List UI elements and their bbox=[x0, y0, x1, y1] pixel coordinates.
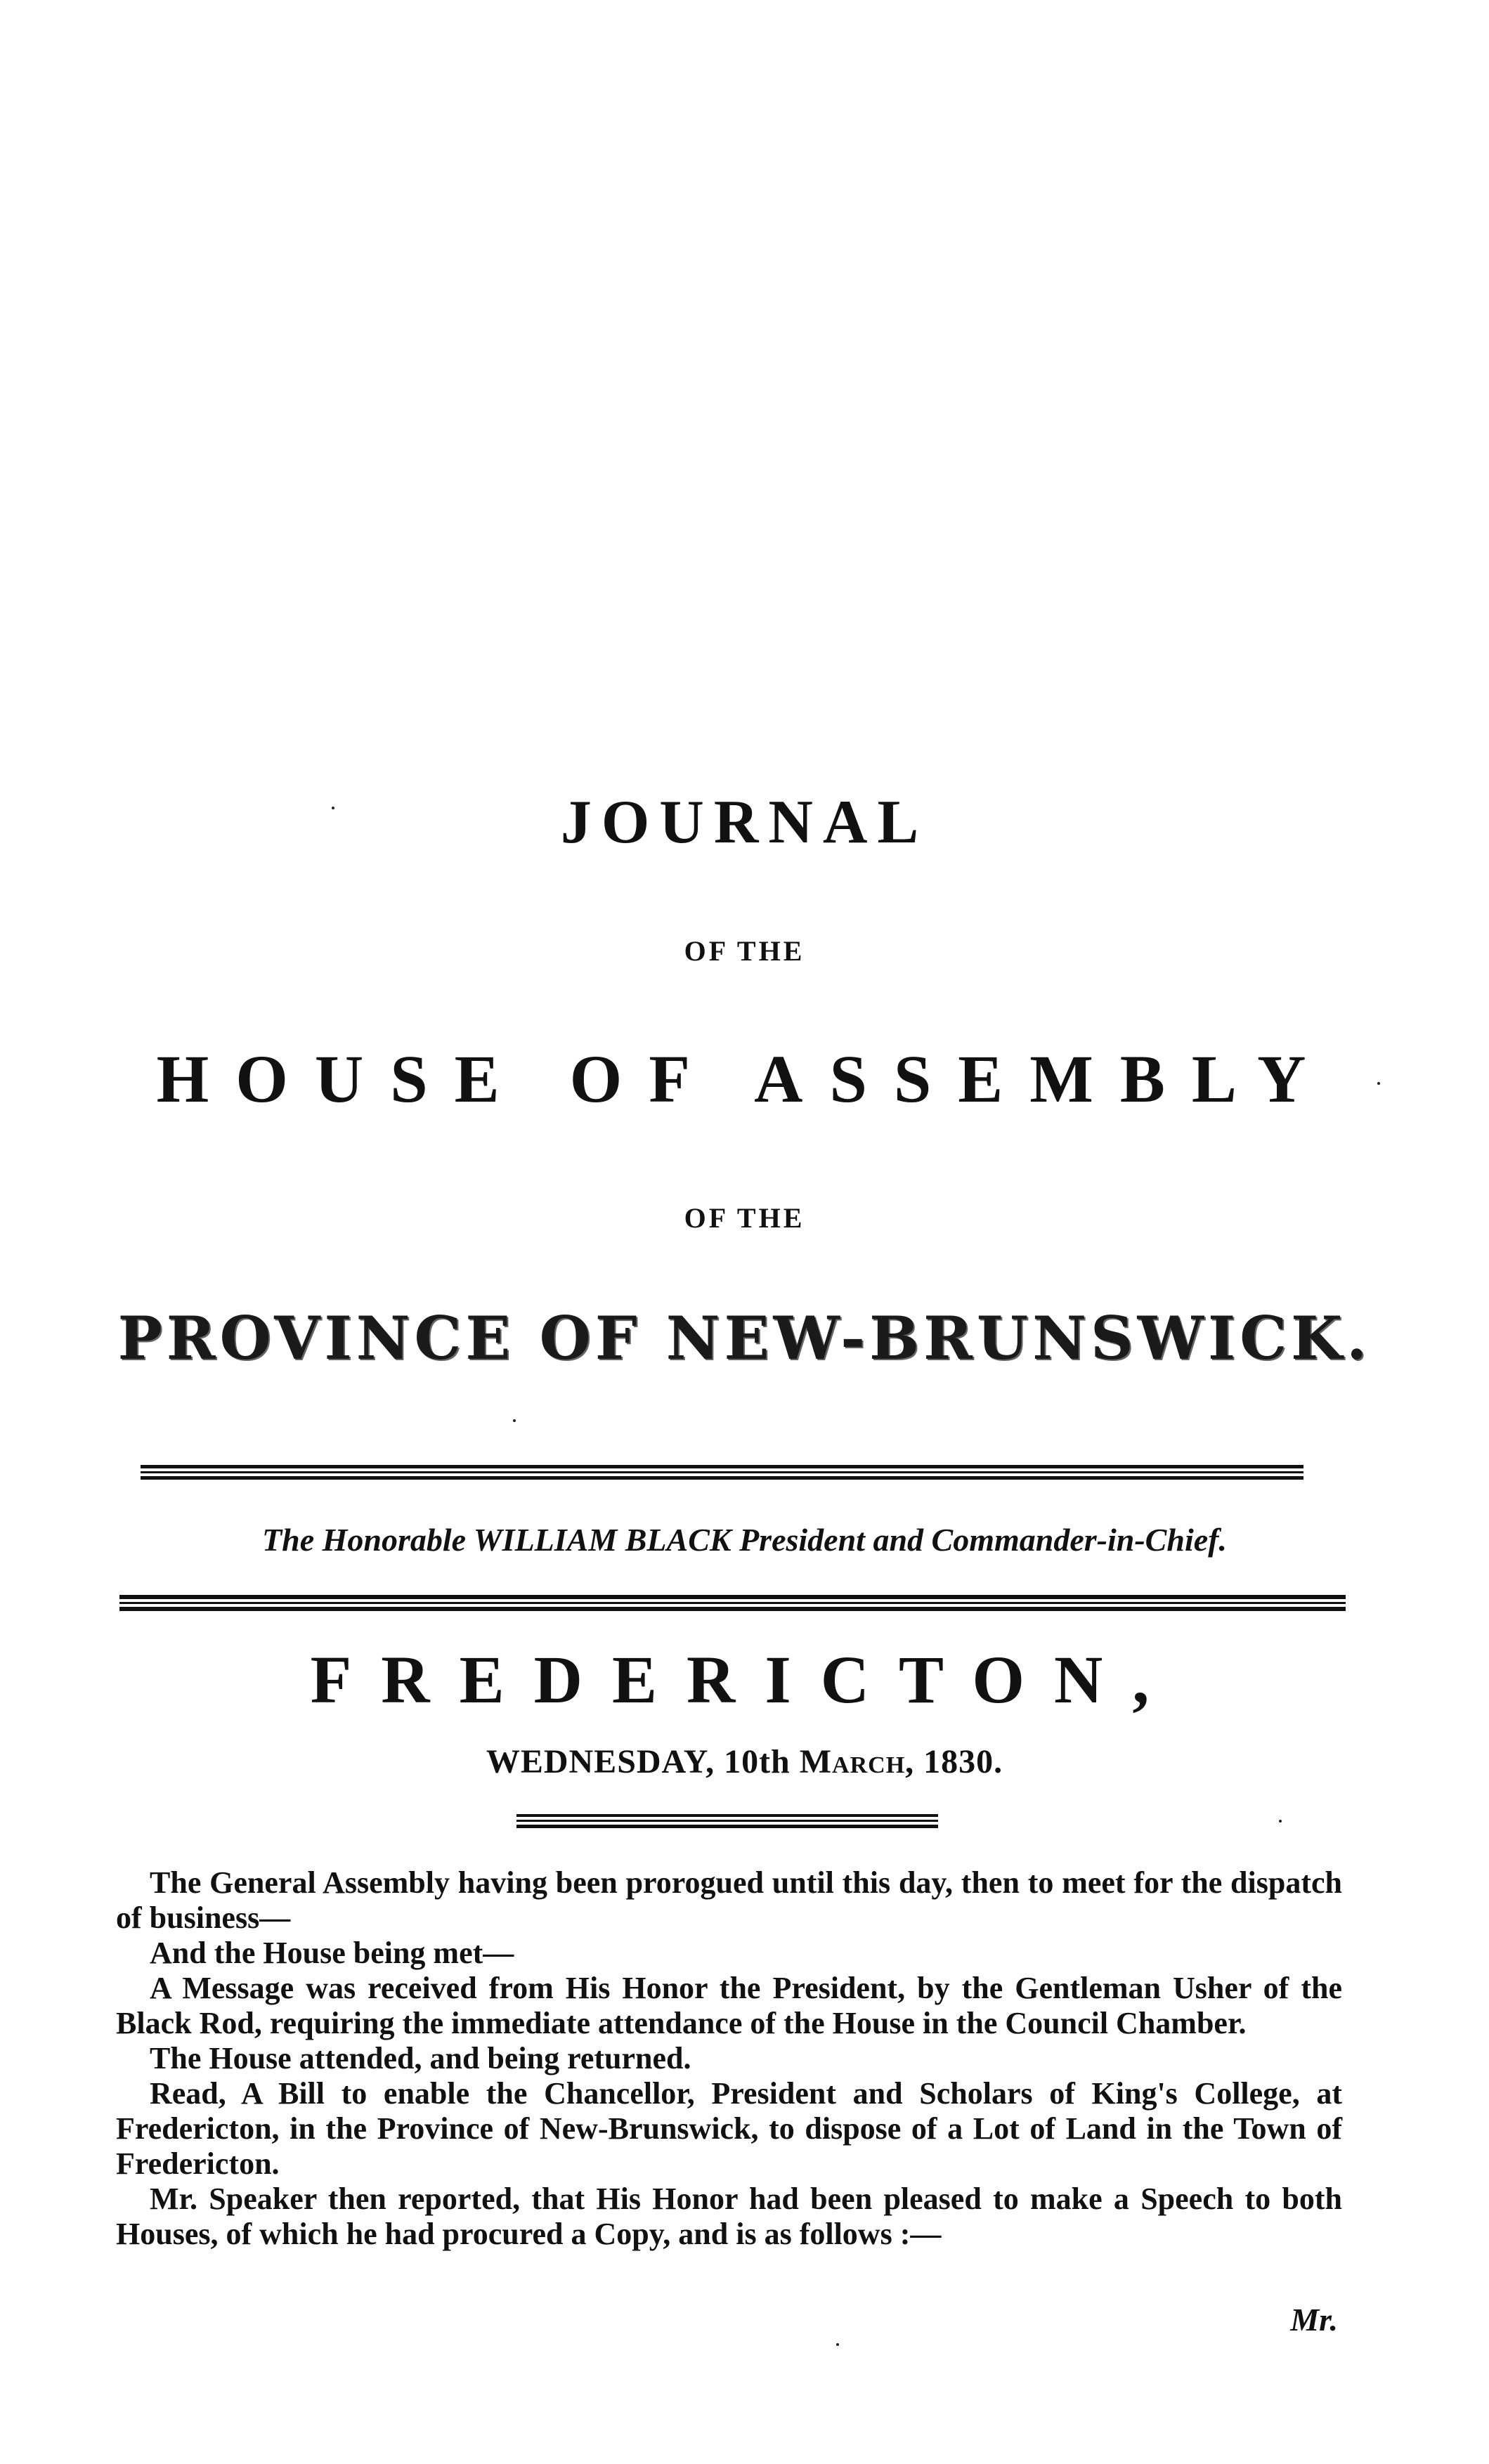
paragraph: A Message was received from His Honor the President, by the Gentleman Usher of the Black Rod, requiring the immediate attendance of the House in the Council Chamber. bbox=[116, 1971, 1342, 2040]
date-year: 1830. bbox=[923, 1743, 1003, 1780]
print-speck bbox=[513, 1419, 516, 1422]
catchword: Mr. bbox=[1290, 2302, 1338, 2338]
print-speck bbox=[1377, 1082, 1380, 1085]
journal-body bbox=[116, 1865, 1342, 2252]
paragraph: And the House being met— bbox=[150, 1936, 514, 1970]
paragraph: Mr. Speaker then reported, that His Honor had been pleased to make a Speech to both Houses, of which he had procured a Copy, and is as follows :— bbox=[116, 2182, 1342, 2251]
double-rule-top bbox=[141, 1465, 1303, 1482]
paragraph: The General Assembly having been prorogued until this day, then to meet for the dispatch of business— bbox=[116, 1865, 1342, 1935]
date-day: 10th bbox=[724, 1743, 791, 1780]
of-the-line-1: OF THE bbox=[684, 935, 805, 967]
print-speck bbox=[836, 2343, 839, 2346]
president-line: The Honorable WILLIAM BLACK President and Commander-in-Chief. bbox=[262, 1522, 1227, 1558]
of-the-line-2: OF THE bbox=[684, 1202, 805, 1234]
journal-title: JOURNAL bbox=[560, 788, 929, 856]
print-speck bbox=[1279, 1820, 1282, 1823]
place-heading: FREDERICTON, bbox=[310, 1642, 1179, 1717]
short-rule bbox=[516, 1814, 938, 1831]
province-title: PROVINCE OF NEW-BRUNSWICK. bbox=[117, 1303, 1372, 1373]
date-weekday: WEDNESDAY, bbox=[486, 1743, 715, 1780]
date-line bbox=[0, 1742, 1489, 1781]
paragraph: Read, A Bill to enable the Chancellor, President and Scholars of King's College, at Fredericton, in the Province of New-Brunswick, to dispose of a Lot of Land in the Town of Fredericton. bbox=[116, 2076, 1342, 2181]
house-of-assembly-title: HOUSE OF ASSEMBLY bbox=[156, 1041, 1333, 1116]
print-speck bbox=[332, 807, 334, 809]
paragraph: The House attended, and being returned. bbox=[150, 2041, 691, 2075]
date-month: March, bbox=[799, 1743, 915, 1780]
double-rule-middle bbox=[119, 1595, 1346, 1612]
